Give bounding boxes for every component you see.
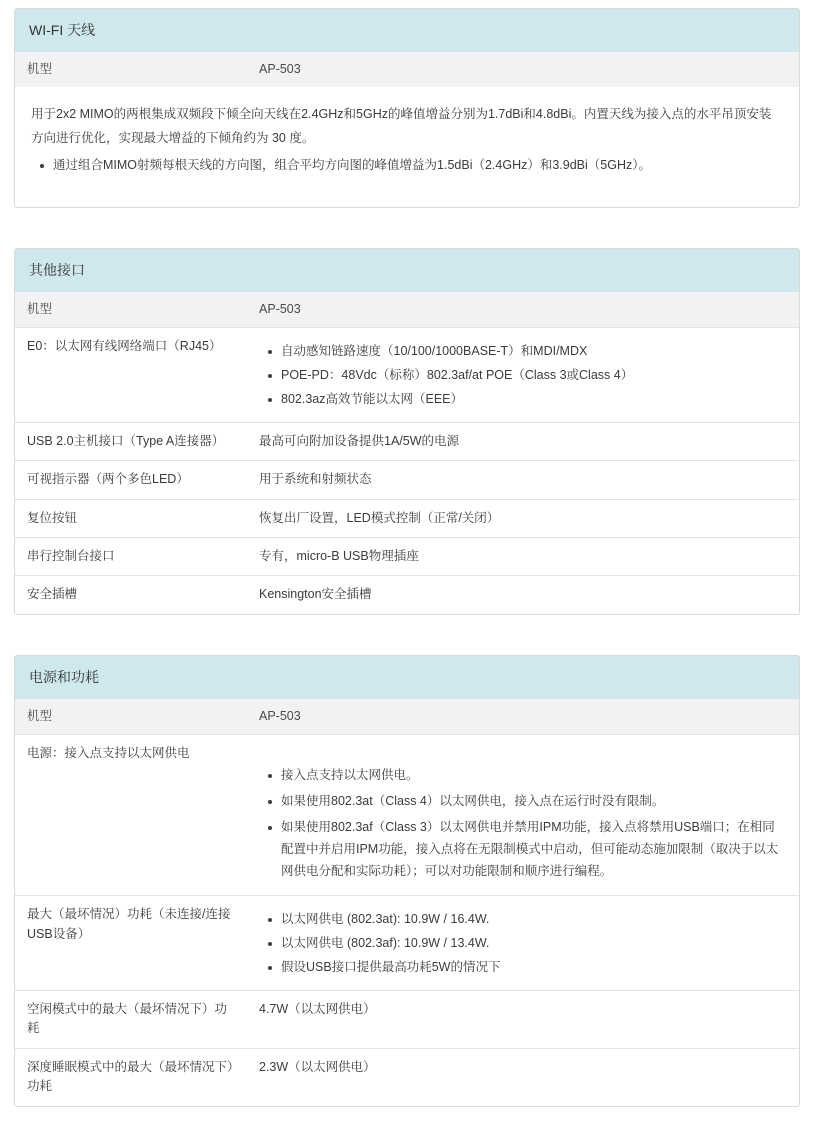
section-title-power-consumption: 电源和功耗 xyxy=(15,656,799,699)
row-value: 最高可向附加设备提供1A/5W的电源 xyxy=(247,422,799,460)
table-row xyxy=(15,1048,799,1105)
row-value xyxy=(247,896,799,991)
row-label: 空闲模式中的最大（最坏情况下）功耗 xyxy=(15,991,247,1049)
table-row xyxy=(15,328,799,423)
row-bullets xyxy=(259,765,787,882)
row-label: 可视指示器（两个多色LED） xyxy=(15,461,247,499)
table-row xyxy=(15,896,799,991)
table-row xyxy=(15,461,799,499)
row-label: 电源：接入点支持以太网供电 xyxy=(15,735,247,896)
table-row xyxy=(15,699,799,735)
row-value: Kensington安全插槽 xyxy=(247,576,799,614)
table-row xyxy=(15,735,799,896)
row-bullets xyxy=(259,909,787,979)
list-item: POE-PD：48Vdc（标称）802.3af/at POE（Class 3或Class 4） xyxy=(281,365,787,387)
power-consumption-table xyxy=(15,699,799,1106)
section-title-other-interfaces: 其他接口 xyxy=(15,249,799,292)
list-item: 通过组合MIMO射频每根天线的方向图，组合平均方向图的峰值增益为1.5dBi（2.4GHz）和3.9dBi（5GHz）。 xyxy=(53,155,783,177)
list-item: 802.3az高效节能以太网（EEE） xyxy=(281,389,787,411)
row-label: 深度睡眠模式中的最大（最坏情况下）功耗 xyxy=(15,1048,247,1105)
table-row xyxy=(15,52,799,87)
list-item: 以太网供电 (802.3at): 10.9W / 16.4W. xyxy=(281,909,787,931)
row-value: 4.7W（以太网供电） xyxy=(247,991,799,1049)
section-spacer xyxy=(0,633,814,655)
row-label: 最大（最坏情况）功耗（未连接/连接USB设备） xyxy=(15,896,247,991)
row-value xyxy=(247,328,799,423)
wifi-antenna-bullets xyxy=(31,155,783,177)
model-value: AP-503 xyxy=(247,292,799,328)
wifi-antenna-body xyxy=(15,87,799,206)
list-item: 接入点支持以太网供电。 xyxy=(281,765,787,787)
row-label: 安全插槽 xyxy=(15,576,247,614)
section-wifi-antenna xyxy=(14,8,800,208)
table-row xyxy=(15,499,799,537)
model-label: 机型 xyxy=(15,699,247,735)
wifi-antenna-table xyxy=(15,52,799,87)
model-value: AP-503 xyxy=(247,52,799,87)
list-item: 假设USB接口提供最高功耗5W的情况下 xyxy=(281,957,787,979)
row-value: 2.3W（以太网供电） xyxy=(247,1048,799,1105)
wifi-antenna-paragraph: 用于2x2 MIMO的两根集成双频段下倾全向天线在2.4GHz和5GHz的峰值增益分别为1.7dBi和4.8dBi。内置天线为接入点的水平吊顶安装方向进行优化，实现最大增益的下倾角约为 30 度。 xyxy=(31,107,772,146)
table-row xyxy=(15,422,799,460)
section-spacer xyxy=(0,226,814,248)
table-row xyxy=(15,292,799,328)
row-label: E0：以太网有线网络端口（RJ45） xyxy=(15,328,247,423)
row-label: 串行控制台接口 xyxy=(15,537,247,575)
section-power-consumption xyxy=(14,655,800,1107)
table-row xyxy=(15,537,799,575)
list-item: 如果使用802.3af（Class 3）以太网供电并禁用IPM功能，接入点将禁用USB端口；在相同配置中并启用IPM功能，接入点将在无限制模式中启动，但可能动态施加限制（取决于以太网供电分配和实际功耗）；可以对功能限制和顺序进行编程。 xyxy=(281,817,787,883)
row-value: 恢复出厂设置，LED模式控制（正常/关闭） xyxy=(247,499,799,537)
section-other-interfaces xyxy=(14,248,800,615)
row-value: 用于系统和射频状态 xyxy=(247,461,799,499)
list-item: 如果使用802.3at（Class 4）以太网供电，接入点在运行时没有限制。 xyxy=(281,791,787,813)
model-label: 机型 xyxy=(15,292,247,328)
row-label: USB 2.0主机接口（Type A连接器） xyxy=(15,422,247,460)
other-interfaces-table xyxy=(15,292,799,614)
list-item: 以太网供电 (802.3af): 10.9W / 13.4W. xyxy=(281,933,787,955)
row-value xyxy=(247,735,799,896)
model-value: AP-503 xyxy=(247,699,799,735)
row-value: 专有，micro-B USB物理插座 xyxy=(247,537,799,575)
table-row xyxy=(15,576,799,614)
table-row xyxy=(15,991,799,1049)
model-label: 机型 xyxy=(15,52,247,87)
section-title-wifi-antenna: WI-FI 天线 xyxy=(15,9,799,52)
list-item: 自动感知链路速度（10/100/1000BASE-T）和MDI/MDX xyxy=(281,341,787,363)
row-bullets xyxy=(259,341,787,411)
row-label: 复位按钮 xyxy=(15,499,247,537)
